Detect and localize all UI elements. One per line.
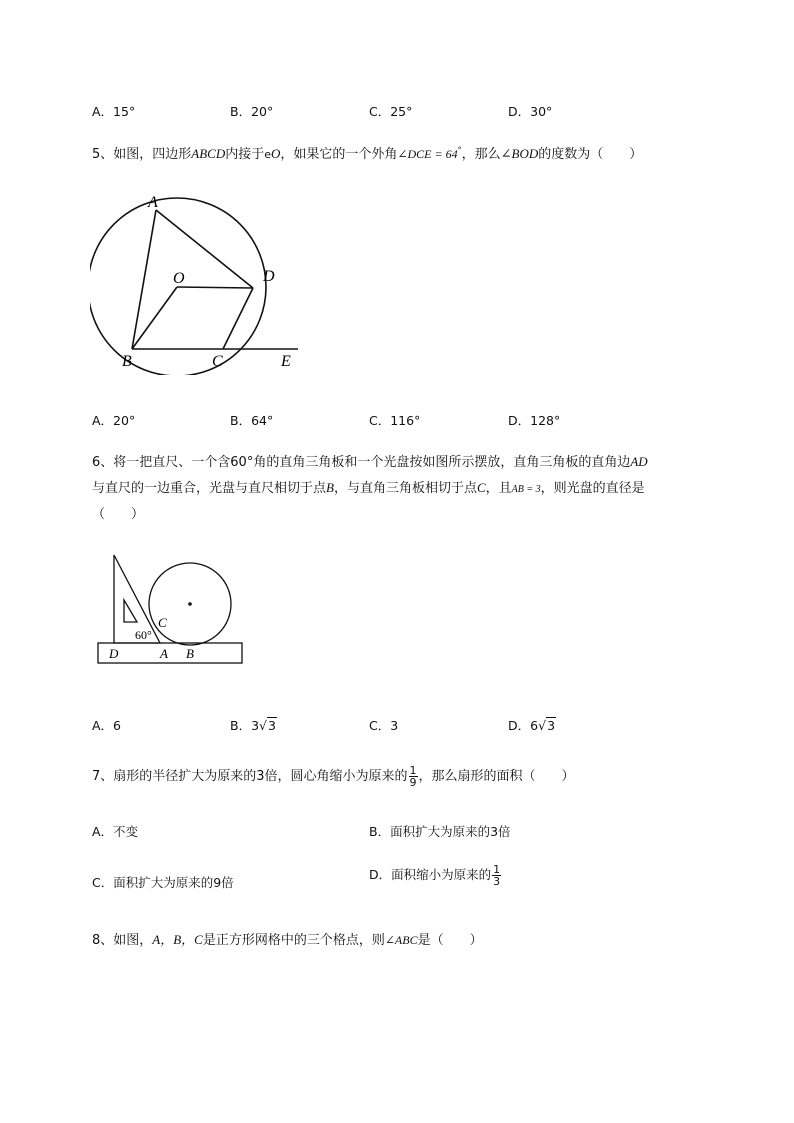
q5-line-ba <box>132 210 156 349</box>
q5-label-c: C <box>212 353 223 370</box>
q6-triangle-inner <box>124 600 137 622</box>
q7-option-d-fraction: $\frac{1}{3}$ <box>493 863 501 888</box>
q4-option-c: C．25° <box>369 104 413 119</box>
q4-option-b: B．20° <box>230 104 274 119</box>
q8-stem: 8、如图，A，B，C是正方形网格中的三个格点，则∠ABC是（ ） <box>92 932 483 948</box>
q5-option-c: C．116° <box>369 413 421 428</box>
q6-option-d: D．6√3 <box>508 718 556 733</box>
q6-figure <box>95 550 247 668</box>
q6-option-b-sqrt: √3 <box>259 718 276 733</box>
q6-disc-center <box>188 602 192 606</box>
q5-figure <box>90 190 310 375</box>
q7-fraction: $\frac{1}{9}$ <box>409 764 417 789</box>
q6-ruler <box>98 643 242 663</box>
q4-option-d: D．30° <box>508 104 553 119</box>
q5-label-e: E <box>281 353 291 370</box>
q7-option-b: B．面积扩大为原来的3倍 <box>369 824 511 839</box>
q6-stem-line3: （ ） <box>92 507 145 522</box>
q6-option-b: B．3√3 <box>230 718 276 733</box>
q6-label-c: C <box>158 615 167 630</box>
q5-option-a: A．20° <box>92 413 136 428</box>
q4-option-a: A．15° <box>92 104 136 119</box>
q6-stem-line2: 与直尺的一边重合，光盘与直尺相切于点B，与直角三角板相切于点C，且AB = 3，则光盘的直径是 <box>92 480 645 496</box>
q6-stem-line1: 6、将一把直尺、一个含60°角的直角三角板和一个光盘按如图所示摆放，直角三角板的直角边AD <box>92 454 648 470</box>
q7-option-c: C．面积扩大为原来的9倍 <box>92 875 234 890</box>
q5-option-b: B．64° <box>230 413 274 428</box>
q6-label-a: A <box>160 646 168 661</box>
q5-label-o: O <box>173 270 185 287</box>
q5-line-bo <box>132 287 177 349</box>
q6-option-d-sqrt: √3 <box>538 718 556 733</box>
q6-option-c: C．3 <box>369 718 399 733</box>
q5-line-od <box>177 287 253 288</box>
q5-label-d: D <box>263 268 275 285</box>
q6-label-angle: 60° <box>135 628 152 642</box>
q7-option-d: D．面积缩小为原来的 $\frac{1}{3}$ <box>369 863 501 888</box>
q7-option-a: A．不变 <box>92 824 139 839</box>
q6-label-d: D <box>109 646 119 661</box>
q6-label-b: B <box>186 646 194 661</box>
q7-stem: 7、扇形的半径扩大为原来的3倍，圆心角缩小为原来的 $\frac{1}{9}$ ，那么扇形的面积（ ） <box>92 764 575 789</box>
q5-stem: 5、如图，四边形ABCD内接于eO，如果它的一个外角∠DCE = 64°，那么∠BOD的度数为（ ） <box>92 145 643 162</box>
q5-label-b: B <box>122 353 132 370</box>
q6-option-a: A．6 <box>92 718 122 733</box>
q5-option-d: D．128° <box>508 413 561 428</box>
q5-label-a: A <box>148 194 158 211</box>
